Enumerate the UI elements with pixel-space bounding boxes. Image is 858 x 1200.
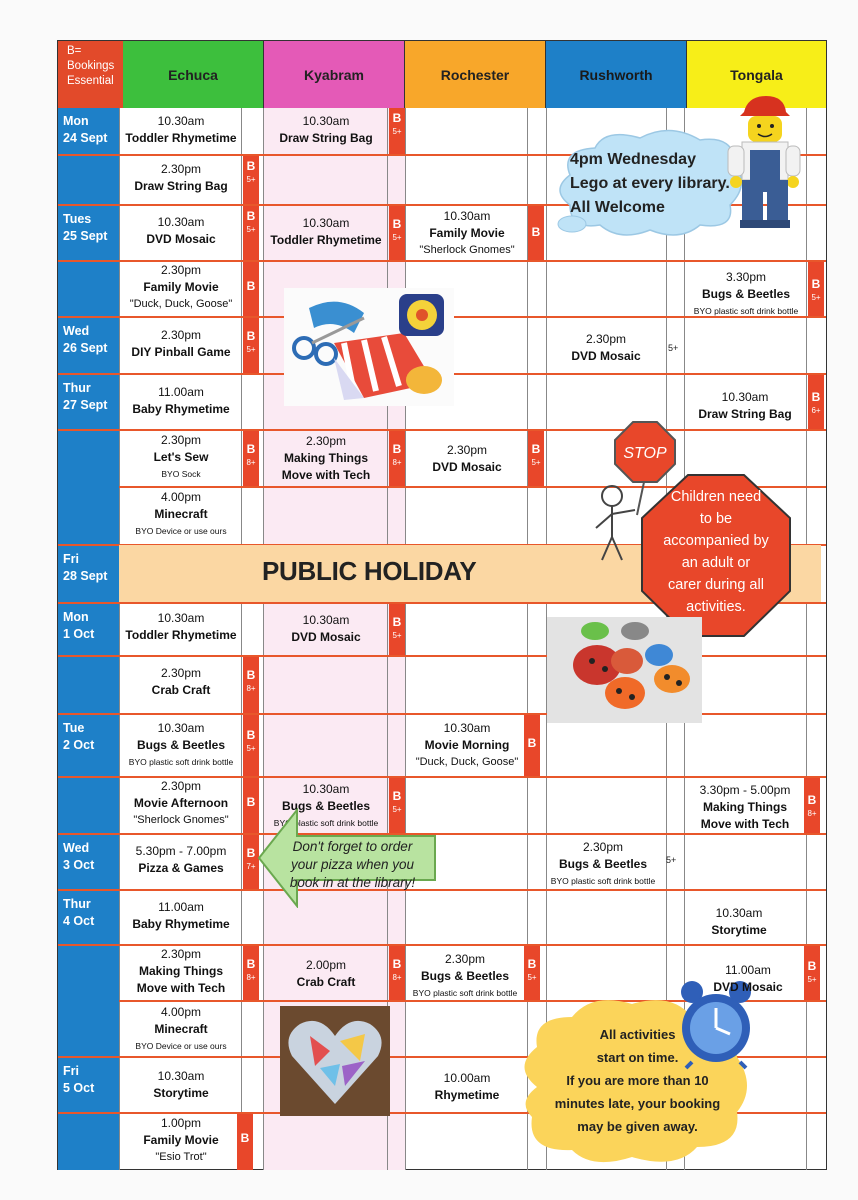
- day-label: Mon 24 Sept: [58, 108, 119, 154]
- booking-badge: B 5+: [243, 318, 259, 373]
- activity-rushworth: 2.30pm Bugs & Beetles BYO plastic soft drink bottle: [550, 840, 656, 886]
- activity-echuca: 11.00am Baby Rhymetime: [132, 385, 230, 416]
- activity-rochester: 10.30am Movie Morning "Duck, Duck, Goose": [415, 721, 519, 768]
- day-label: Mon 1 Oct: [58, 604, 119, 655]
- day-label: Wed 3 Oct: [58, 835, 119, 889]
- activity-echuca: 2.30pm Movie Afternoon "Sherlock Gnomes": [133, 779, 229, 826]
- activity-echuca: 1.00pm Family Movie "Esio Trot": [143, 1116, 219, 1163]
- age-label: 5+: [668, 343, 679, 353]
- booking-badge: B: [524, 715, 540, 776]
- booking-badge: B 5+: [524, 946, 540, 1000]
- header-kyabram: Kyabram: [264, 41, 405, 108]
- activity-echuca: 10.30am Toddler Rhymetime: [125, 611, 237, 642]
- row-rule: [58, 833, 826, 835]
- heart-mosaic-photo: [280, 1006, 390, 1116]
- activity-kyabram: 10.30am Bugs & Beetles BYO plastic soft drink bottle: [273, 782, 379, 828]
- activity-echuca: 11.00am Baby Rhymetime: [132, 900, 230, 931]
- lego-note: 4pm Wednesday Lego at every library. All Welcome: [570, 151, 730, 216]
- booking-badge: B 7+: [243, 835, 259, 889]
- booking-badge: B 5+: [389, 604, 405, 655]
- booking-badge: B 5+: [528, 431, 544, 486]
- row-rule: [58, 889, 826, 891]
- activity-kyabram: 10.30am DVD Mosaic: [291, 613, 361, 644]
- booking-badge: B: [528, 206, 544, 260]
- children-note: Children need to be accompanied by an adult or carer during all activities.: [663, 489, 769, 615]
- booking-badge: B 5+: [389, 778, 405, 833]
- time-note: All activities start on time. If you are more than 10 minutes late, your booking may be given away.: [554, 1027, 721, 1134]
- activity-tongala: 10.30am Draw String Bag: [698, 390, 792, 421]
- booking-badge: B 8+: [804, 778, 820, 833]
- activity-kyabram: 2.30pm Making Things Move with Tech: [281, 434, 371, 482]
- day-label-blank: [58, 156, 119, 204]
- grid-line: [806, 602, 807, 1170]
- activity-rushworth: 2.30pm DVD Mosaic: [571, 332, 641, 363]
- legend-line: B=: [67, 45, 82, 57]
- booking-badge: B 8+: [389, 431, 405, 486]
- activity-kyabram: 10.30am Toddler Rhymetime: [270, 216, 382, 247]
- day-label: Thur 4 Oct: [58, 891, 119, 944]
- ladybug-photo: [547, 617, 702, 723]
- activity-echuca: 5.30pm - 7.00pm Pizza & Games: [135, 844, 227, 875]
- legend-line: Essential: [67, 75, 114, 87]
- booking-badge: B 8+: [243, 431, 259, 486]
- grid-line: [241, 108, 242, 545]
- grid-line: [546, 108, 547, 545]
- activity-rochester: 10.30am Family Movie "Sherlock Gnomes": [419, 209, 515, 256]
- row-rule: [58, 655, 826, 657]
- booking-badge: B 5+: [389, 206, 405, 260]
- svg-text:STOP: STOP: [623, 445, 667, 462]
- lego-figure-icon: [722, 94, 802, 234]
- pizza-note: Don't forget to order your pizza when you book in at the library!: [289, 839, 416, 890]
- activity-kyabram: 10.30am Draw String Bag: [279, 114, 373, 145]
- activity-echuca: 10.30am Bugs & Beetles BYO plastic soft drink bottle: [128, 721, 234, 767]
- day-label: Tue 2 Oct: [58, 715, 119, 776]
- header-echuca: Echuca: [123, 41, 264, 108]
- bookings-legend: [58, 41, 123, 108]
- header-tongala: Tongala: [687, 41, 826, 108]
- day-label-blank: [58, 1114, 119, 1170]
- booking-badge: B: [237, 1114, 253, 1170]
- activity-echuca: 4.00pm Minecraft BYO Device or use ours: [135, 1005, 227, 1051]
- booking-badge: B 5+: [804, 946, 820, 1000]
- day-label-blank: [58, 262, 119, 316]
- grid-line: [119, 108, 120, 1170]
- activity-echuca: 2.30pm Let's Sew BYO Sock: [153, 433, 209, 479]
- activity-echuca: 2.30pm DIY Pinball Game: [131, 328, 231, 359]
- booking-badge: B: [243, 262, 259, 316]
- legend-line: Bookings: [67, 60, 115, 72]
- activity-rochester: 10.00am Rhymetime: [434, 1071, 500, 1102]
- booking-badge: B 5+: [243, 715, 259, 776]
- activity-kyabram: 2.00pm Crab Craft: [296, 958, 356, 989]
- day-label: Thur 27 Sept: [58, 375, 119, 429]
- activity-echuca: 10.30am Toddler Rhymetime: [125, 114, 237, 145]
- header-rushworth: Rushworth: [546, 41, 687, 108]
- booking-badge: B 8+: [243, 657, 259, 713]
- activity-echuca: 10.30am Storytime: [153, 1069, 209, 1100]
- header-rochester: Rochester: [405, 41, 546, 108]
- public-holiday-text: PUBLIC HOLIDAY: [262, 556, 477, 586]
- grid-line: [241, 602, 242, 1170]
- activity-tongala: 3.30pm Bugs & Beetles BYO plastic soft drink bottle: [693, 270, 799, 316]
- grid-line: [806, 108, 807, 545]
- activity-tongala: 10.30am Storytime: [711, 906, 767, 937]
- booking-badge: B 5+: [389, 108, 405, 154]
- activity-echuca: 4.00pm Minecraft BYO Device or use ours: [135, 490, 227, 536]
- booking-badge: B 6+: [808, 375, 824, 429]
- activity-echuca: 2.30pm Draw String Bag: [134, 162, 228, 193]
- booking-badge: B 5+: [808, 262, 824, 316]
- age-label: 5+: [666, 855, 677, 865]
- day-label-blank: [58, 657, 119, 713]
- activity-echuca: 2.30pm Making Things Move with Tech: [136, 947, 226, 995]
- day-label-blank: [58, 946, 119, 1056]
- activity-echuca: 2.30pm Crab Craft: [151, 666, 211, 697]
- activity-rochester: 2.30pm DVD Mosaic: [432, 443, 502, 474]
- day-label: Tues 25 Sept: [58, 206, 119, 260]
- activity-tongala: 3.30pm - 5.00pm Making Things Move with Tech: [699, 783, 791, 831]
- booking-badge: B 8+: [389, 946, 405, 1000]
- activity-tongala: 11.00am DVD Mosaic: [713, 963, 783, 994]
- day-label-blank: [58, 778, 119, 833]
- craft-photo: [284, 288, 454, 406]
- row-rule: [58, 429, 826, 431]
- booking-badge: B 5+: [243, 206, 259, 260]
- booking-badge: B 8+: [243, 946, 259, 1000]
- activity-echuca: 10.30am DVD Mosaic: [146, 215, 216, 246]
- day-label: Fri 5 Oct: [58, 1058, 119, 1112]
- booking-badge: B: [243, 778, 259, 833]
- day-label: Wed 26 Sept: [58, 318, 119, 373]
- booking-badge: B 5+: [243, 156, 259, 204]
- stick-figure-icon: [590, 482, 640, 567]
- activity-rochester: 2.30pm Bugs & Beetles BYO plastic soft drink bottle: [412, 952, 518, 998]
- day-label: Fri 28 Sept: [58, 546, 119, 602]
- day-label-blank: [58, 431, 119, 544]
- activity-echuca: 2.30pm Family Movie "Duck, Duck, Goose": [129, 263, 233, 310]
- row-rule: [58, 713, 826, 715]
